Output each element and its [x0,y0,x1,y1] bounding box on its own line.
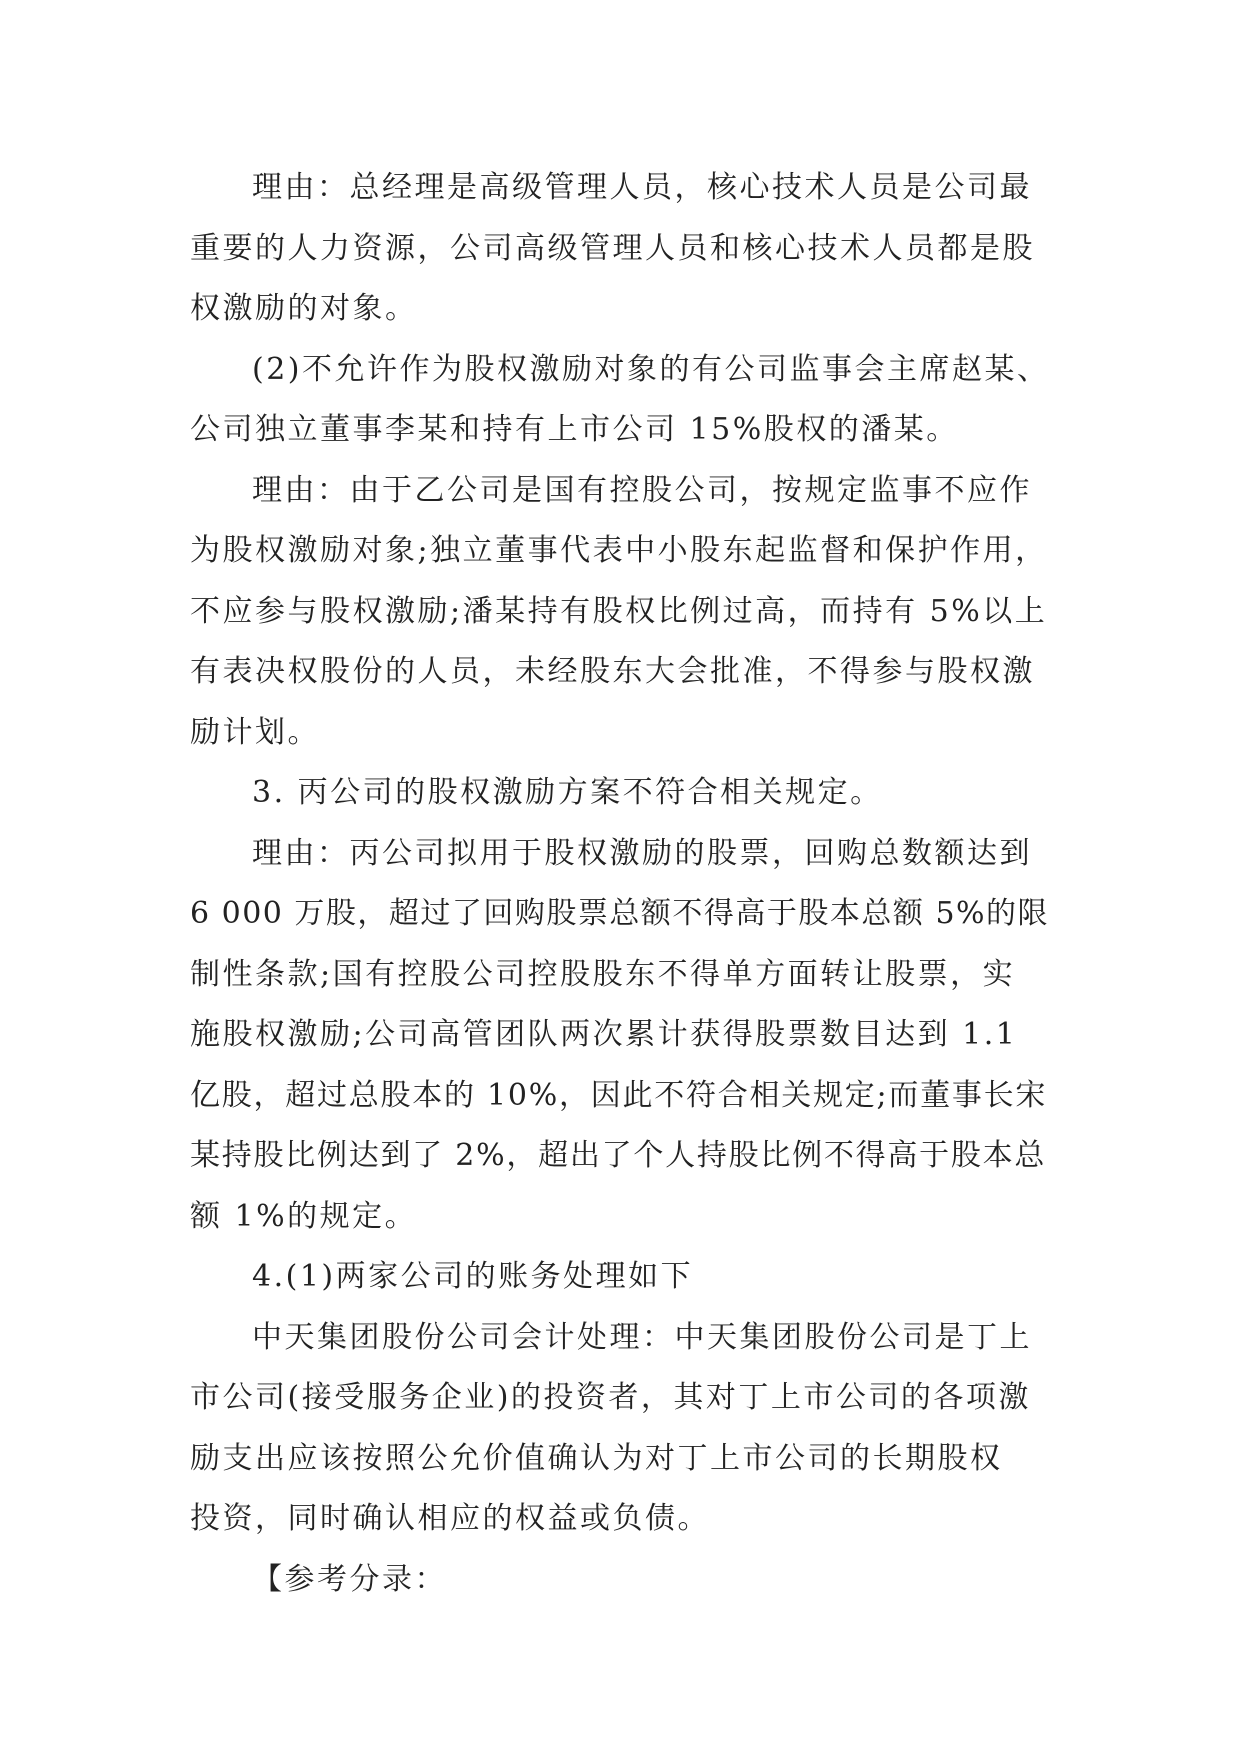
text-line: 有表决权股份的人员，未经股东大会批准，不得参与股权激 [190,654,1035,689]
text-line: 中天集团股份公司会计处理：中天集团股份公司是丁上 [252,1319,1032,1355]
document-body [190,158,1050,1610]
text-line: 权激励的对象。 [190,291,418,326]
text-line: 重要的人力资源，公司高级管理人员和核心技术人员都是股 [190,230,1035,266]
text-line: 励计划。 [190,714,320,750]
text-line: 3. 丙公司的股权激励方案不符合相关规定。 [252,775,883,810]
text-line: 【参考分录： [252,1561,447,1597]
text-line: 施股权激励;公司高管团队两次累计获得股票数目达到 1.1 [190,1017,1018,1052]
text-line: 不应参与股权激励;潘某持有股权比例过高，而持有 5%以上 [190,593,1048,629]
text-line: 理由：总经理是高级管理人员，核心技术人员是公司最 [252,170,1032,205]
text-line: 市公司(接受服务企业)的投资者，其对丁上市公司的各项激 [190,1380,1031,1415]
text-line: 公司独立董事李某和持有上市公司 15%股权的潘某。 [190,412,959,447]
text-line: 某持股比例达到了 2%，超出了个人持股比例不得高于股本总 [190,1138,1047,1173]
text-line: 4.(1)两家公司的账务处理如下 [252,1259,694,1294]
text-line: 额 1%的规定。 [190,1198,418,1234]
text-line: 为股权激励对象;独立董事代表中小股东起监督和保护作用， [190,533,1048,568]
text-line: 6 000 万股，超过了回购股票总额不得高于股本总额 5%的限 [190,896,1050,931]
text-line: 亿股，超过总股本的 10%，因此不符合相关规定;而董事长宋 [190,1077,1048,1113]
text-line: (2)不允许作为股权激励对象的有公司监事会主席赵某、 [252,351,1050,387]
text-line: 理由：丙公司拟用于股权激励的股票，回购总数额达到 [252,835,1032,871]
text-line: 励支出应该按照公允价值确认为对丁上市公司的长期股权 [190,1440,1003,1476]
text-line: 投资，同时确认相应的权益或负债。 [190,1501,710,1536]
text-line: 制性条款;国有控股公司控股股东不得单方面转让股票，实 [190,956,1016,992]
text-line: 理由：由于乙公司是国有控股公司，按规定监事不应作 [252,472,1032,508]
